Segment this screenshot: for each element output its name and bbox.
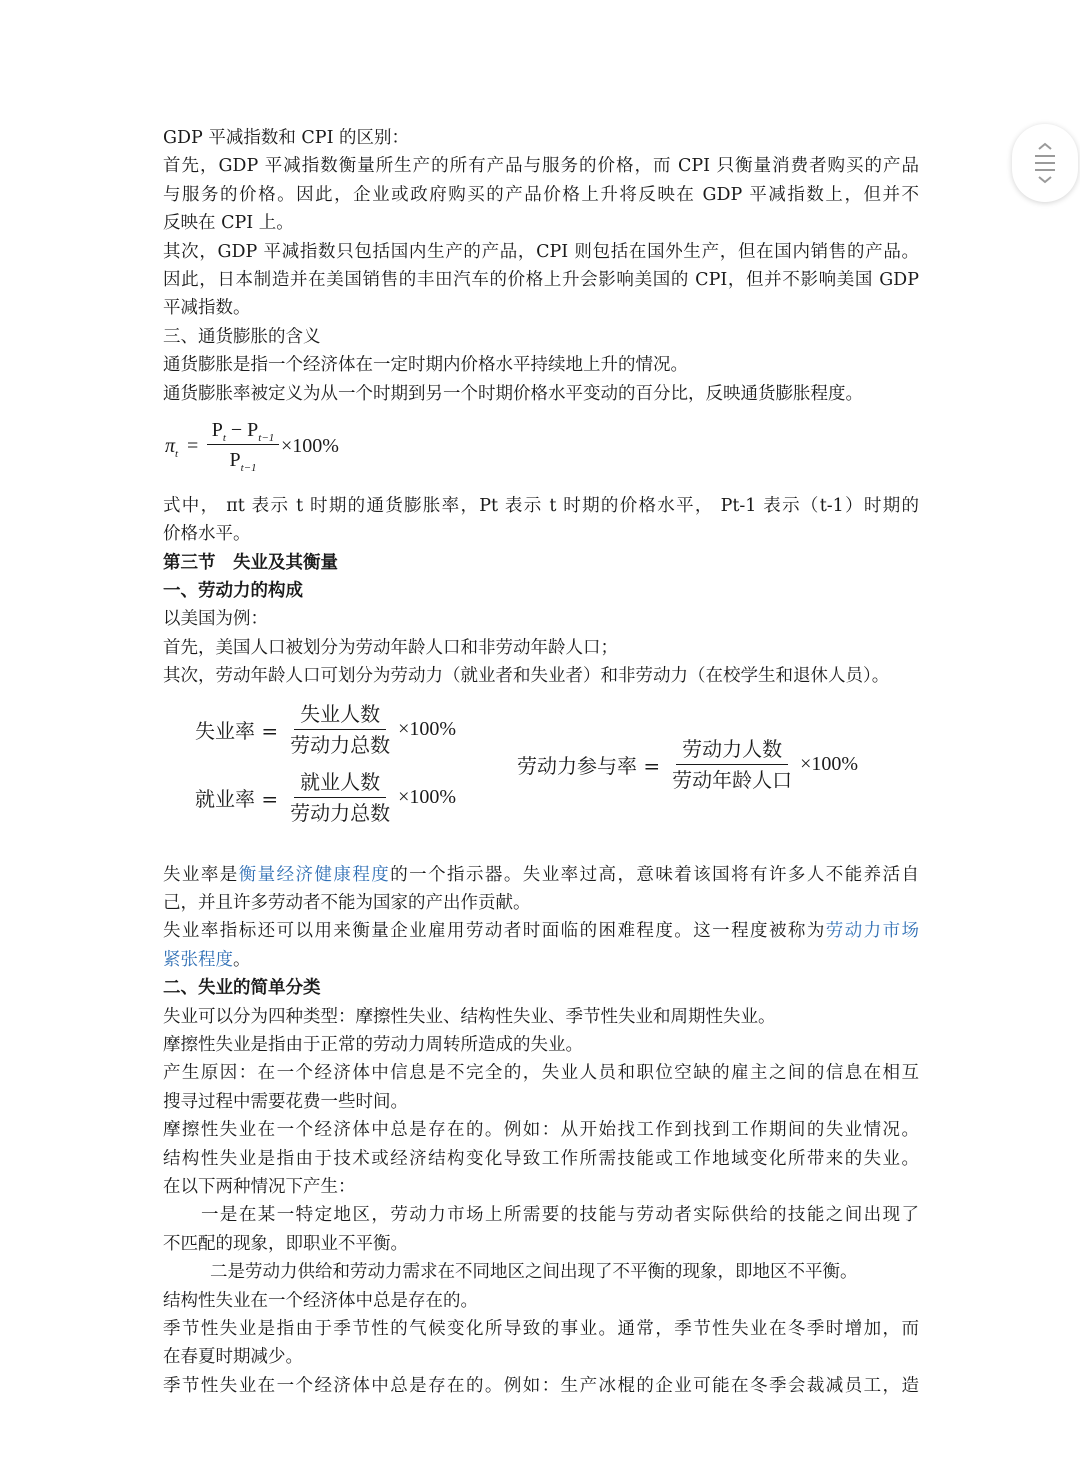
heading-inflation: 三、通货膨胀的含义 <box>163 326 321 347</box>
section-title: 第三节 失业及其衡量 <box>163 552 338 573</box>
inflation-rate-formula <box>163 416 919 486</box>
text-line: 首先，GDP 平减指数衡量所生产的所有产品与服务的价格，而 CPI 只衡量消费者购买的产品 <box>163 156 919 177</box>
unemployment-rate-formula: 失业率 = $\frac{\text{失业人数}}{\text{劳动力总数}}$ ×100% <box>195 701 457 757</box>
text-line: 己，并且许多劳动者不能为国家的产出作贡献。 <box>163 893 531 914</box>
text-line: 价格水平。 <box>163 524 251 545</box>
text-line: 不匹配的现象，即职业不平衡。 <box>163 1233 408 1254</box>
formula-fraction <box>207 416 279 475</box>
term-link[interactable]: 衡量经济健康程度 <box>238 864 391 885</box>
text-line: 通货膨胀率被定义为从一个时期到另一个时期价格水平变动的百分比，反映通货膨胀程度。 <box>163 383 863 404</box>
term-link[interactable]: 劳动力市场 <box>825 921 919 942</box>
formula-denominator: $P_{t-1}$ <box>229 448 257 474</box>
text-line: 其次，劳动年龄人口可划分为劳动力（就业者和失业者）和非劳动力（在校学生和退休人员）。 <box>163 666 890 687</box>
text-line: 紧张程度。 <box>163 949 251 970</box>
text-line: 在春夏时期减少。 <box>163 1347 303 1368</box>
text-line: 结构性失业是指由于技术或经济结构变化导致工作所需技能或工作地域变化所带来的失业。 <box>163 1148 919 1169</box>
text-line: 反映在 CPI 上。 <box>163 213 294 234</box>
text-line: 其次，GDP 平减指数只包括国内生产的产品，CPI 则包括在国外生产，但在国内销售的产品。 <box>163 241 919 262</box>
text-line: 与服务的价格。因此，企业或政府购买的产品价格上升将反映在 GDP 平减指数上，但并不 <box>163 184 919 205</box>
term-link[interactable]: 紧张程度 <box>163 949 233 970</box>
text-line: 失业率是衡量经济健康程度的一个指示器。失业率过高，意味着该国将有许多人不能养活自 <box>163 864 919 885</box>
text-line: 因此，日本制造并在美国销售的丰田汽车的价格上升会影响美国的 CPI，但并不影响美国 GDP <box>163 269 919 290</box>
text-line: 摩擦性失业在一个经济体中总是存在的。例如：从开始找工作到找到工作期间的失业情况。 <box>163 1120 919 1141</box>
text-line: 季节性失业是指由于季节性的气候变化所导致的事业。通常，季节性失业在冬季时增加，而 <box>163 1318 919 1339</box>
text-line: 在以下两种情况下产生： <box>163 1176 356 1197</box>
subsection-title: 一、劳动力的构成 <box>163 581 303 602</box>
formula-equals: = <box>187 434 199 457</box>
scroll-menu-button[interactable] <box>1012 124 1078 202</box>
scroll-menu-icon <box>1029 142 1061 184</box>
text-line: 首先，美国人口被划分为劳动年龄人口和非劳动年龄人口； <box>163 637 618 658</box>
text-line: 摩擦性失业是指由于正常的劳动力周转所造成的失业。 <box>163 1034 583 1055</box>
formula-percent: ×100% <box>281 434 339 457</box>
formula-numerator: $P_t - P_{t-1}$ <box>207 416 279 445</box>
heading-gdp-cpi: GDP 平减指数和 CPI 的区别： <box>163 128 410 148</box>
text-line: 一是在某一特定地区，劳动力市场上所需要的技能与劳动者实际供给的技能之间出现了 <box>201 1205 919 1226</box>
text-line: 以美国为例： <box>163 609 268 630</box>
text-line: 季节性失业在一个经济体中总是存在的。例如：生产冰棍的企业可能在冬季会裁减员工，造 <box>163 1375 919 1396</box>
text-line: 搜寻过程中需要花费一些时间。 <box>163 1091 408 1112</box>
subsection-title: 二、失业的简单分类 <box>163 978 321 999</box>
text-line: 失业可以分为四种类型：摩擦性失业、结构性失业、季节性失业和周期性失业。 <box>163 1006 776 1027</box>
text-line: 式中， πt 表示 t 时期的通货膨胀率，Pt 表示 t 时期的价格水平， Pt-1 表示（t-1）时期的 <box>163 495 919 516</box>
document-page <box>163 124 919 1400</box>
text-line: 通货膨胀是指一个经济体在一定时期内价格水平持续地上升的情况。 <box>163 355 688 376</box>
text-line: 平减指数。 <box>163 298 251 319</box>
text-line: 结构性失业在一个经济体中总是存在的。 <box>163 1290 478 1311</box>
text-line: 产生原因：在一个经济体中信息是不完全的，失业人员和职位空缺的雇主之间的信息在相互 <box>163 1063 919 1084</box>
formula-pi: $\pi_t$ <box>165 434 179 460</box>
employment-rate-formula: 就业率 = $\frac{\text{就业人数}}{\text{劳动力总数}}$ ×100% <box>195 769 457 825</box>
text-line: 二是劳动力供给和劳动力需求在不同地区之间出现了不平衡的现象，即地区不平衡。 <box>210 1262 858 1283</box>
labor-formulas <box>163 697 919 847</box>
labor-participation-formula: 劳动力参与率 = $\frac{\text{劳动力人数}}{\text{劳动年龄人口}}$ ×100% <box>517 736 859 792</box>
text-line: 失业率指标还可以用来衡量企业雇用劳动者时面临的困难程度。这一程度被称为劳动力市场 <box>163 921 919 942</box>
